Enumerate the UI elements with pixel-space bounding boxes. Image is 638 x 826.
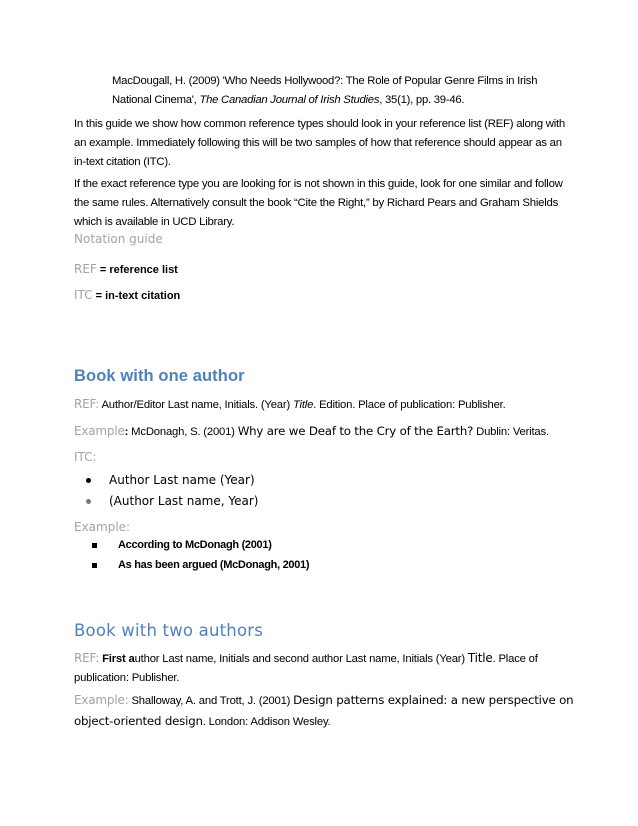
notation-itc-value: = in-text citation bbox=[92, 290, 181, 302]
itc-label: ITC: bbox=[74, 450, 97, 464]
example-title: Why are we Deaf to the Cry of the Earth? bbox=[237, 424, 474, 438]
notation-itc bbox=[74, 288, 180, 302]
intro-line: In this guide we show how common reference types should look in your reference list (REF) along with bbox=[74, 118, 565, 130]
itc-bullet-item bbox=[86, 473, 255, 487]
example-list-item bbox=[92, 539, 272, 551]
notation-guide-title: Notation guide bbox=[74, 232, 163, 246]
intro-line: which is available in UCD Library. bbox=[74, 216, 235, 228]
example-title: Design patterns explained: a new perspective on bbox=[293, 693, 574, 707]
intro-line: an example. Immediately following this will be two samples of how that reference should appear as an bbox=[74, 137, 562, 149]
example-label: Example: bbox=[74, 693, 129, 707]
section1-ref-line bbox=[74, 397, 506, 411]
section2-example-line2 bbox=[74, 711, 604, 732]
section1-example-line bbox=[74, 424, 549, 438]
example-list-text: According to McDonagh (2001) bbox=[118, 539, 272, 551]
ref-label: REF: bbox=[74, 397, 100, 411]
example-text: . London: Addison Wesley. bbox=[202, 716, 331, 728]
section2-ref-line2: publication: Publisher. bbox=[74, 672, 180, 684]
section-heading-one-author: Book with one author bbox=[74, 367, 245, 385]
intro-paragraph-2 bbox=[74, 175, 574, 232]
ref-text: . Place of bbox=[492, 653, 538, 665]
top-reference-entry bbox=[112, 72, 572, 110]
ref-bold-text: First a bbox=[99, 653, 135, 665]
notation-ref bbox=[74, 262, 178, 276]
section2-example bbox=[74, 690, 604, 732]
itc-bullet-item bbox=[86, 494, 258, 508]
example-list-label: Example: bbox=[74, 520, 131, 534]
example-text: Shalloway, A. and Trott, J. (2001) bbox=[128, 695, 294, 707]
square-bullet-icon bbox=[92, 563, 97, 568]
example-title: object-oriented design bbox=[74, 714, 203, 728]
bullet-icon bbox=[86, 499, 91, 504]
notation-itc-key: ITC bbox=[74, 288, 93, 302]
ref-label: REF: bbox=[74, 651, 100, 665]
ref-title: Title bbox=[292, 399, 314, 411]
intro-line: the same rules. Alternatively consult the book “Cite the Right,” by Richard Pears and Graham Shields bbox=[74, 197, 559, 209]
intro-line: in-text citation (ITC). bbox=[74, 156, 171, 168]
ref-text: . Edition. Place of publication: Publisher. bbox=[313, 399, 506, 411]
top-reference-line1: MacDougall, H. (2009) 'Who Needs Hollywood?: The Role of Popular Genre Films in Irish bbox=[112, 75, 538, 87]
example-colon: : bbox=[124, 426, 129, 438]
section2-example-line1 bbox=[74, 690, 604, 711]
ref-text: uthor Last name, Initials and second author Last name, Initials (Year) bbox=[134, 653, 468, 665]
example-list-item bbox=[92, 559, 309, 571]
example-text: Dublin: Veritas. bbox=[473, 426, 549, 438]
example-list-text: As has been argued (McDonagh, 2001) bbox=[118, 559, 310, 571]
intro-line: If the exact reference type you are looking for is not shown in this guide, look for one similar and follow bbox=[74, 178, 563, 190]
section2-ref-line1 bbox=[74, 649, 594, 669]
section2-ref bbox=[74, 649, 594, 688]
section-heading-two-authors: Book with two authors bbox=[74, 621, 264, 640]
bullet-icon bbox=[86, 478, 91, 483]
reference-text: National Cinema', bbox=[112, 94, 200, 106]
journal-title: The Canadian Journal of Irish Studies bbox=[199, 94, 380, 106]
reference-text: , 35(1), pp. 39-46. bbox=[379, 94, 465, 106]
ref-title: Title bbox=[467, 651, 493, 665]
itc-bullet-text: Author Last name (Year) bbox=[109, 473, 255, 487]
itc-bullet-text: (Author Last name, Year) bbox=[109, 494, 259, 508]
ref-text: Author/Editor Last name, Initials. (Year) bbox=[99, 399, 293, 411]
notation-ref-key: REF bbox=[74, 262, 97, 276]
intro-paragraph-1 bbox=[74, 115, 574, 172]
notation-ref-value: = reference list bbox=[96, 264, 178, 276]
example-text: McDonagh, S. (2001) bbox=[128, 426, 238, 438]
example-label: Example bbox=[74, 424, 125, 438]
square-bullet-icon bbox=[92, 543, 97, 548]
top-reference-line2 bbox=[112, 91, 572, 110]
